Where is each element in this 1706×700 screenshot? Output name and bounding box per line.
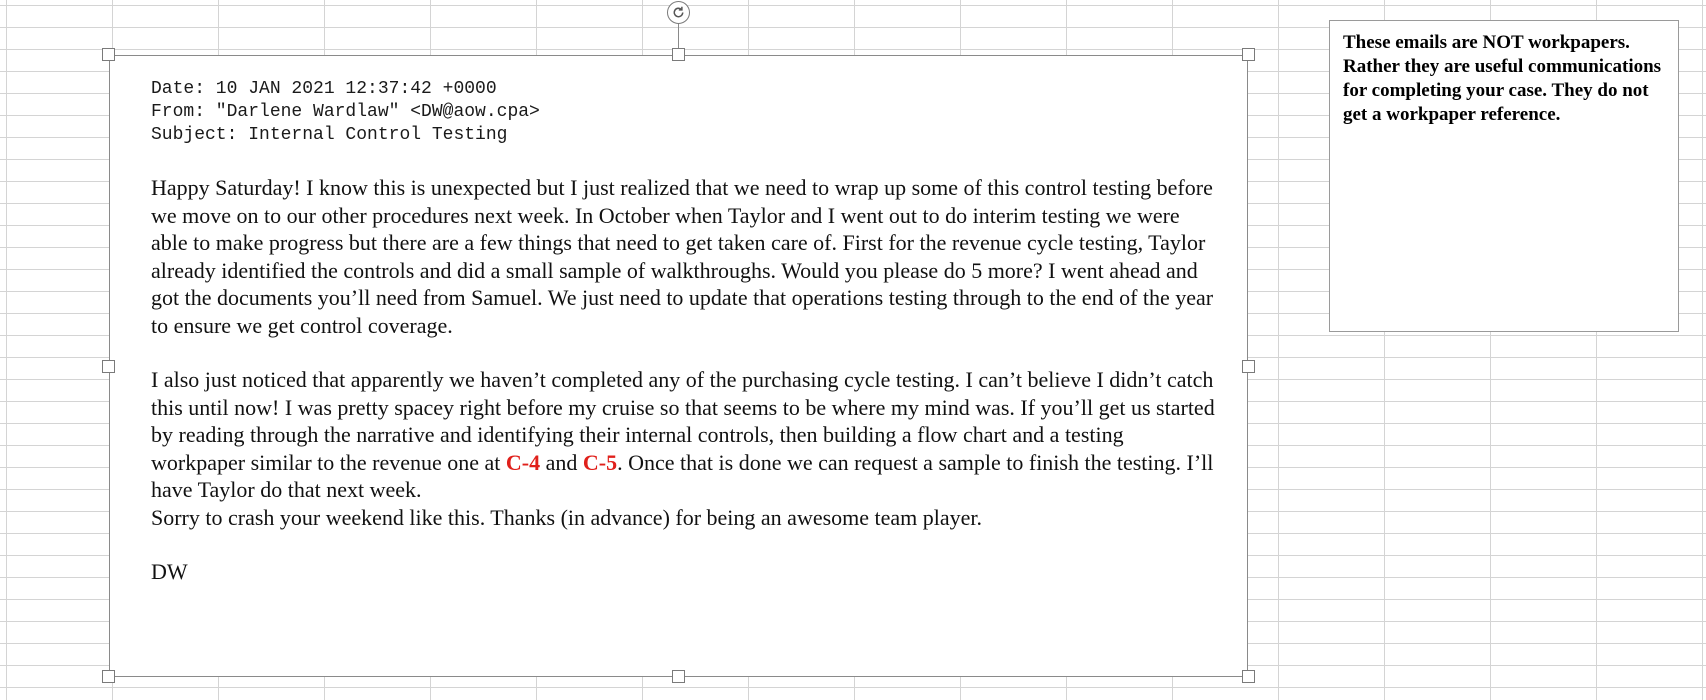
email-paragraph-2 <box>151 366 1221 504</box>
resize-handle-bottom-left[interactable] <box>102 670 115 683</box>
email-paragraph-2-part-2: and <box>540 449 583 475</box>
resize-handle-middle-right[interactable] <box>1242 360 1255 373</box>
note-text: These emails are NOT workpapers. Rather they are useful communications for completing your case. They do not get a workpaper reference. <box>1343 32 1662 125</box>
email-subject-line: Subject: Internal Control Testing <box>151 125 508 145</box>
rotate-handle[interactable] <box>667 1 690 24</box>
email-from-line: From: "Darlene Wardlaw" <DW@aow.cpa> <box>151 102 540 122</box>
resize-handle-middle-left[interactable] <box>102 360 115 373</box>
email-paragraph-1: Happy Saturday! I know this is unexpected but I just realized that we need to wrap up some of this control testing before we move on to our other procedures next week. In October when Taylor and I went out to do interim testing we were able to make progress but there are a few things that need to get taken care of. First for the revenue cycle testing, Taylor already identified the controls and did a small sample of walkthroughs. Would you please do 5 more? I went ahead and got the documents you’ll need from Samuel. We just need to update that operations testing through to the end of the year to ensure we get control coverage. <box>151 175 1214 338</box>
rotate-icon <box>671 5 686 20</box>
resize-handle-bottom-right[interactable] <box>1242 670 1255 683</box>
email-text-box[interactable] <box>109 55 1248 677</box>
resize-handle-top-left[interactable] <box>102 48 115 61</box>
email-signature: DW <box>151 559 188 584</box>
workpaper-reference-c4: C-4 <box>505 449 541 475</box>
resize-handle-top-center[interactable] <box>672 48 685 61</box>
email-date-line: Date: 10 JAN 2021 12:37:42 +0000 <box>151 79 497 99</box>
email-paragraph-3: Sorry to crash your weekend like this. Thanks (in advance) for being an awesome team player. <box>151 504 983 530</box>
email-paragraph-2-part-3: . Once that is done we can request a sample to finish the testing. I’ll have Taylor do that next week. <box>151 449 1214 502</box>
resize-handle-top-right[interactable] <box>1242 48 1255 61</box>
workpaper-reference-c5: C-5 <box>582 449 618 475</box>
note-text-box[interactable] <box>1329 20 1679 332</box>
email-content <box>151 78 1221 586</box>
email-paragraph-2-part-1: I also just noticed that apparently we haven’t completed any of the purchasing cycle testing. I can’t believe I didn’t catch this until now! I was pretty spacey right before my cruise so that seems to be where my mind was. If you’ll get us started by reading through the narrative and identifying their internal controls, then building a flow chart and a testing workpaper similar to the revenue one at <box>151 367 1215 475</box>
resize-handle-bottom-center[interactable] <box>672 670 685 683</box>
